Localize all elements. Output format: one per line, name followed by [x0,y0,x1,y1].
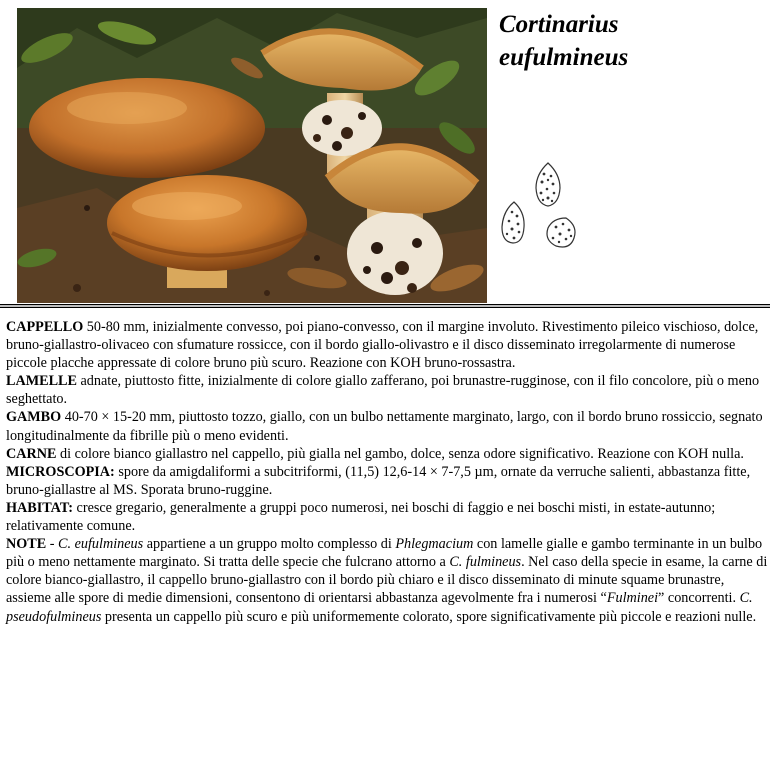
section-text: cresce gregario, generalmente a gruppi poco numerosi, nei boschi di faggio e nei boschi misti, in estate-autunno; relativamente comune. [6,499,716,535]
mushroom-photo [17,8,487,303]
note-text: ” concorrenti. [658,590,740,607]
section-label: HABITAT: [6,499,73,516]
section-habitat [6,499,768,535]
species-title-epithet: eufulmineus [499,44,629,71]
note-genus-name: Phlegmacium [395,536,474,553]
section-text: 50-80 mm, inizialmente convesso, poi piano-convesso, con il margine involuto. Rivestimento pileico vischioso, dolce, bruno-giallastro-olivaceo con sfumature rossicce, con il bordo giallo-olivastro e il disco disseminato irregolarmente di numerose piccole placche appressate di colore bruno più scuro. Reazione con KOH bruno-rossastra. [6,319,759,372]
note-text: presenta un cappello più scuro e più uniformemente colorato, spore significativamente più piccole e reazioni nulle. [101,608,757,625]
note-species-name: C. eufulmineus [58,536,144,553]
section-text: spore da amigdaliformi a subcitriformi, (11,5) 12,6-14 × 7-7,5 µm, ornate da verruche salienti, abbastanza fitte, bruno-giallastre al MS. Sporata bruno-ruggine. [6,463,751,498]
mushroom-photo-illustration [17,8,487,303]
section-text: di colore bianco giallastro nel cappello, più gialla nel gambo, dolce, senza odore significativo. Reazione con KOH nulla. [56,445,744,462]
note-text: con lamelle gialle e gambo terminante in un bulbo più o meno nettamente marginato. Si tratta delle specie che fulcrano attorno a [6,536,763,571]
section-text: 40-70 × 15-20 mm, piuttosto tozzo, giallo, con un bulbo nettamente marginato, largo, con il bordo bruno rossiccio, segnato longitudinalmente da fibrille più o meno evidenti. [6,409,763,444]
spore-drawing [498,160,580,248]
section-microscopia [6,463,768,499]
note-species-name: C. fulmineus [449,554,522,571]
section-carne [6,445,768,463]
section-label: LAMELLE [6,373,77,390]
section-label: NOTE [6,536,47,553]
note-text: - [46,536,59,553]
spore-top [536,163,560,206]
section-divider [0,304,770,308]
section-note [6,535,768,625]
note-group-name: Fulminei [606,590,659,607]
section-gambo [6,408,768,444]
species-title [499,8,628,74]
spore-right [547,218,575,247]
section-label: CARNE [6,445,57,462]
section-cappello [6,318,768,372]
section-label: CAPPELLO [6,319,84,335]
species-description [6,318,768,626]
section-label: MICROSCOPIA: [6,463,115,480]
species-title-genus: Cortinarius [499,11,619,38]
section-label: GAMBO [6,409,62,426]
note-text: . Nel caso della specie in esame, la carne di colore bianco-giallastro, il cappello bruno-giallastro con il bordo più chiaro e il disco disseminato di minute squame brunastre, assieme alle spore di medie dimensioni, consentono di orientarsi abbastanza agevolmente fra i numerosi “ [6,554,768,607]
note-species-name: C. pseudofulmineus [6,590,753,625]
note-text: appartiene a un gruppo molto complesso di [143,536,396,553]
spore-drawing-illustration [498,160,580,248]
spore-left [502,202,524,243]
section-text: adnate, piuttosto fitte, inizialmente di colore giallo zafferano, poi brunastre-rugginose, con il filo concolore, più o meno seghettato. [6,373,760,408]
section-lamelle [6,372,768,408]
